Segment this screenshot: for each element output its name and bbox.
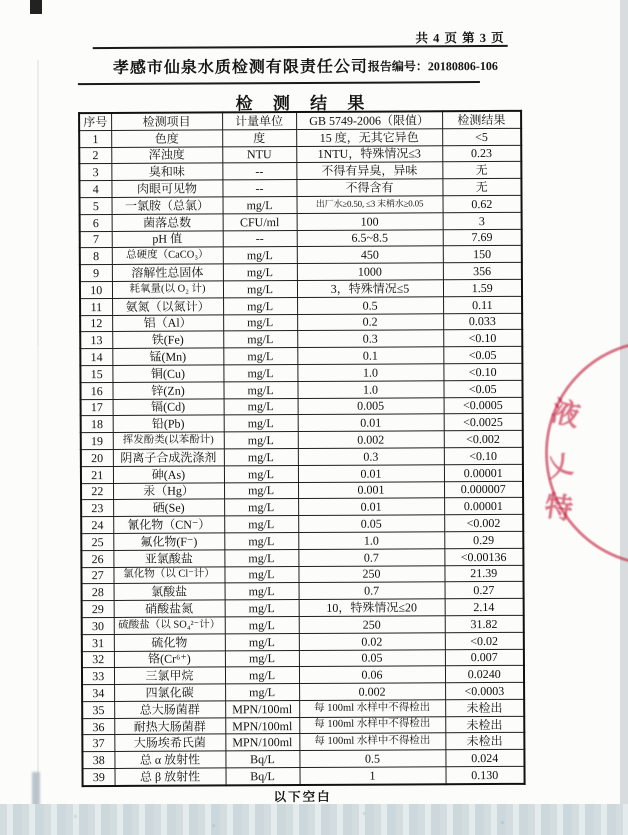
cell-result: 31.82 — [445, 615, 524, 632]
cell-no: 5 — [80, 197, 112, 214]
cell-limit: 0.2 — [297, 313, 443, 331]
cell-no: 29 — [82, 601, 114, 618]
cell-unit: Bq/L — [225, 768, 299, 786]
cell-unit: mg/L — [224, 482, 298, 499]
cell-result: 0.23 — [442, 145, 521, 162]
cell-item: 臭和味 — [111, 163, 222, 180]
cell-result: 356 — [443, 263, 522, 280]
cell-result: <0.05 — [443, 346, 522, 363]
cell-result: <0.0025 — [444, 414, 523, 431]
cell-result: 1.59 — [443, 279, 522, 296]
cell-no: 9 — [80, 265, 112, 282]
cell-no: 17 — [81, 399, 113, 416]
results-table — [78, 110, 526, 787]
cell-item: 镉(Cd) — [113, 398, 224, 415]
cell-no: 33 — [82, 668, 114, 685]
cell-item: 总硬度（CaCO₃） — [112, 247, 223, 264]
cell-unit: mg/L — [223, 381, 297, 398]
cell-unit: mg/L — [225, 667, 299, 684]
cell-item: 铝（Al） — [112, 314, 223, 331]
cell-no: 25 — [81, 533, 113, 550]
cell-result: <0.002 — [444, 514, 523, 531]
report-number: 报告编号：20180806-106 — [367, 58, 498, 74]
cell-item: 硫化物 — [114, 634, 225, 651]
cell-limit: 100 — [297, 213, 443, 231]
cell-item: 氯化物（以 Cl⁻计） — [113, 566, 224, 583]
cell-limit: 每 100ml 水样中不得检出 — [299, 733, 445, 751]
cell-limit: 0.05 — [299, 649, 445, 667]
cell-result: <0.00136 — [444, 548, 523, 565]
cell-result: <0.0005 — [444, 397, 523, 414]
cell-result: <0.002 — [444, 430, 523, 447]
cell-limit: 15 度，无其它异色 — [296, 129, 442, 147]
cell-unit: mg/L — [225, 600, 299, 617]
cell-unit: -- — [223, 230, 297, 247]
cell-no: 11 — [80, 298, 112, 315]
cell-item: 硫酸盐（以 SO₄²⁻计） — [114, 617, 225, 634]
cell-no: 38 — [82, 752, 114, 769]
cell-item: 溶解性总固体 — [112, 264, 223, 281]
document-title: 检 测 结 果 — [235, 93, 373, 114]
cell-result: 0.033 — [443, 313, 522, 330]
cell-result: 0.62 — [443, 195, 522, 212]
cell-no: 3 — [79, 164, 111, 181]
cell-item: 阴离子合成洗涤剂 — [113, 449, 224, 466]
cell-no: 28 — [82, 584, 114, 601]
cell-unit: mg/L — [225, 650, 299, 667]
cell-result: 150 — [443, 246, 522, 263]
cell-no: 10 — [80, 281, 112, 298]
cell-limit: 0.01 — [298, 464, 444, 482]
red-seal-glyph: 特 — [542, 491, 575, 526]
cell-result: <0.02 — [445, 632, 524, 649]
cell-unit: mg/L — [223, 247, 297, 264]
cell-no: 22 — [81, 483, 113, 500]
cell-item: pH 值 — [112, 230, 223, 247]
cell-no: 36 — [82, 718, 114, 735]
cell-item: 氨氮（以氮计） — [112, 298, 223, 315]
cell-item: 锌(Zn) — [112, 382, 223, 399]
cell-result: 未检出 — [445, 733, 524, 750]
cell-item: 砷(As) — [113, 466, 224, 483]
cell-unit: NTU — [222, 146, 296, 163]
cell-no: 35 — [82, 701, 114, 718]
cell-result: 0.000007 — [444, 481, 523, 498]
cell-limit: 0.3 — [297, 330, 443, 348]
cell-limit: 0.005 — [298, 397, 444, 415]
cell-item: 肉眼可见物 — [111, 180, 222, 197]
cell-item: 一氯胺（总氯） — [112, 197, 223, 214]
cell-unit: mg/L — [223, 280, 297, 297]
cell-item: 氰化物（CN⁻） — [113, 516, 224, 533]
cell-limit: 每 100ml 水样中不得检出 — [299, 700, 445, 718]
cell-limit: 不得有异臭，异味 — [296, 162, 442, 180]
cell-unit: mg/L — [223, 348, 297, 365]
cell-unit: mg/L — [223, 197, 297, 214]
cell-result: 未检出 — [445, 699, 524, 716]
cell-result: <0.0003 — [445, 682, 524, 699]
cell-no: 8 — [80, 248, 112, 265]
cell-result: 2.14 — [445, 598, 524, 615]
cell-item: 总 β 放射性 — [114, 768, 225, 786]
cell-item: 铬(Cr⁶⁺) — [114, 650, 225, 667]
cell-result: 无 — [442, 162, 521, 179]
cell-item: 氟化物(F⁻) — [113, 533, 224, 550]
table-row — [82, 766, 524, 786]
cell-limit: 3，特殊情况≤5 — [297, 280, 443, 298]
cell-unit: mg/L — [224, 465, 298, 482]
cell-item: 总 α 放射性 — [114, 751, 225, 768]
cell-limit: 0.3 — [298, 448, 444, 466]
cell-no: 32 — [82, 651, 114, 668]
cell-no: 16 — [80, 382, 112, 399]
cell-item: 大肠埃希氏菌 — [114, 734, 225, 751]
cell-unit: MPN/100ml — [225, 734, 299, 751]
cell-item: 总大肠菌群 — [114, 701, 225, 718]
cell-unit: mg/L — [225, 633, 299, 650]
cell-limit: 0.5 — [299, 750, 445, 768]
cell-limit: 1 — [299, 767, 445, 785]
cell-result: 未检出 — [445, 716, 524, 733]
cell-limit: 0.001 — [298, 481, 444, 499]
cell-no: 26 — [81, 550, 113, 567]
cell-item: 铜(Cu) — [112, 365, 223, 382]
cell-limit: 1.0 — [297, 381, 443, 399]
cell-result: 0.11 — [443, 296, 522, 313]
cell-unit: mg/L — [224, 516, 298, 533]
cell-no: 18 — [81, 416, 113, 433]
cell-item: 四氯化碳 — [114, 684, 225, 701]
cell-item: 菌落总数 — [112, 214, 223, 231]
cell-limit: 1.0 — [297, 364, 443, 382]
cell-limit: 0.7 — [298, 548, 444, 566]
cell-no: 14 — [80, 349, 112, 366]
cell-result: 0.29 — [444, 531, 523, 548]
cell-no: 24 — [81, 517, 113, 534]
cell-result: 无 — [442, 179, 521, 196]
cell-item: 三氯甲烷 — [114, 667, 225, 684]
cell-no: 30 — [82, 617, 114, 634]
cell-no: 23 — [81, 500, 113, 517]
red-seal-glyph: 乂 — [543, 449, 576, 484]
cell-no: 19 — [81, 433, 113, 450]
cell-unit: mg/L — [223, 314, 297, 331]
cell-unit: mg/L — [224, 432, 298, 449]
cell-limit: 0.1 — [297, 347, 443, 365]
cell-no: 1 — [79, 130, 111, 147]
cell-item: 铅(Pb) — [113, 415, 224, 432]
cell-result: <0.05 — [443, 380, 522, 397]
cell-item: 亚氯酸盐 — [113, 550, 224, 567]
cell-result: 0.024 — [445, 750, 524, 767]
cell-result: <0.10 — [443, 363, 522, 380]
column-header-limit: GB 5749-2006（限值） — [296, 111, 442, 129]
cell-no: 13 — [80, 332, 112, 349]
cell-result: <0.10 — [444, 447, 523, 464]
cell-unit: mg/L — [223, 264, 297, 281]
cell-result: 0.27 — [445, 582, 524, 599]
cell-limit: 0.01 — [298, 498, 444, 516]
results-table-body — [79, 128, 524, 786]
company-name: 孝感市仙泉水质检测有限责任公司 — [112, 58, 368, 77]
cell-limit: 0.06 — [299, 666, 445, 684]
cell-unit: mg/L — [225, 684, 299, 701]
cell-limit: 出厂水≥0.50, ≤3 末梢水≥0.05 — [297, 196, 443, 214]
column-header-unit: 计量单位 — [222, 112, 296, 130]
cell-limit: 0.05 — [298, 515, 444, 533]
cell-result: 0.0240 — [445, 666, 524, 683]
cell-item: 耗氧量(以 O₂ 计) — [112, 281, 223, 298]
cell-limit: 1NTU，特殊情况≤3 — [296, 145, 442, 163]
cell-unit: mg/L — [224, 448, 298, 465]
cell-no: 15 — [80, 365, 112, 382]
cell-unit: 度 — [222, 129, 296, 146]
cell-item: 硒(Se) — [113, 499, 224, 516]
cell-unit: mg/L — [224, 499, 298, 516]
cell-no: 37 — [82, 735, 114, 752]
cell-item: 浑浊度 — [111, 147, 222, 164]
cell-no: 4 — [79, 181, 111, 198]
cell-no: 12 — [80, 315, 112, 332]
cell-limit: 每 100ml 水样中不得检出 — [299, 716, 445, 734]
cell-limit: 0.02 — [299, 632, 445, 650]
cell-unit: mg/L — [224, 415, 298, 432]
cell-no: 20 — [81, 449, 113, 466]
column-header-no: 序号 — [79, 113, 111, 130]
cell-limit: 0.002 — [298, 431, 444, 449]
cell-limit: 6.5~8.5 — [297, 229, 443, 247]
cell-result: <0.10 — [443, 330, 522, 347]
cell-no: 2 — [79, 147, 111, 164]
cell-unit: mg/L — [224, 398, 298, 415]
cell-unit: mg/L — [224, 566, 298, 583]
cell-unit: mg/L — [223, 364, 297, 381]
page-number: 共 4 页 第 3 页 — [415, 30, 505, 46]
cell-item: 锰(Mn) — [112, 348, 223, 365]
cell-unit: -- — [222, 163, 296, 180]
cell-no: 27 — [81, 567, 113, 584]
cell-limit: 0.002 — [299, 683, 445, 701]
cell-limit: 0.01 — [298, 414, 444, 432]
cell-unit: mg/L — [224, 532, 298, 549]
cell-no: 34 — [82, 685, 114, 702]
cell-no: 31 — [82, 634, 114, 651]
cell-no: 39 — [82, 769, 114, 786]
cell-item: 铁(Fe) — [112, 331, 223, 348]
column-header-result: 检测结果 — [442, 111, 521, 129]
cell-item: 耐热大肠菌群 — [114, 718, 225, 735]
cell-limit: 0.5 — [297, 297, 443, 315]
cell-no: 7 — [80, 231, 112, 248]
cell-item: 氯酸盐 — [114, 583, 225, 600]
column-header-item: 检测项目 — [111, 112, 222, 130]
cell-limit: 1.0 — [298, 532, 444, 550]
cell-limit: 250 — [299, 616, 445, 634]
cell-limit: 1000 — [297, 263, 443, 281]
cell-result: 7.69 — [443, 229, 522, 246]
cell-unit: Bq/L — [225, 751, 299, 768]
cell-no: 6 — [80, 214, 112, 231]
cell-result: 3 — [443, 212, 522, 229]
cell-no: 21 — [81, 466, 113, 483]
blank-below-note: 以下空白 — [273, 789, 332, 805]
cell-unit: CFU/ml — [223, 213, 297, 230]
cell-unit: mg/L — [225, 616, 299, 633]
cell-result: 0.007 — [445, 649, 524, 666]
cell-unit: mg/L — [225, 583, 299, 600]
cell-item: 挥发酚类(以苯酚计) — [113, 432, 224, 449]
cell-limit: 250 — [298, 565, 444, 583]
cell-limit: 不得含有 — [296, 179, 442, 197]
cell-unit: mg/L — [223, 297, 297, 314]
cell-limit: 10，特殊情况≤20 — [299, 599, 445, 617]
cell-result: 0.00001 — [444, 498, 523, 515]
header-rule-mid — [78, 81, 480, 85]
cell-result: 0.130 — [445, 766, 524, 784]
cell-limit: 0.7 — [299, 582, 445, 600]
cell-unit: -- — [222, 180, 296, 197]
cell-unit: mg/L — [223, 331, 297, 348]
cell-unit: MPN/100ml — [225, 700, 299, 717]
cell-result: 0.00001 — [444, 464, 523, 481]
cell-unit: MPN/100ml — [225, 717, 299, 734]
cell-unit: mg/L — [224, 549, 298, 566]
red-seal-glyph: 液 — [548, 395, 583, 433]
cell-item: 汞（Hg） — [113, 482, 224, 499]
cell-result: 21.39 — [444, 565, 523, 582]
cell-limit: 450 — [297, 246, 443, 264]
cell-item: 硝酸盐氮 — [114, 600, 225, 617]
cell-result: <5 — [442, 128, 521, 145]
cell-item: 色度 — [111, 130, 222, 147]
